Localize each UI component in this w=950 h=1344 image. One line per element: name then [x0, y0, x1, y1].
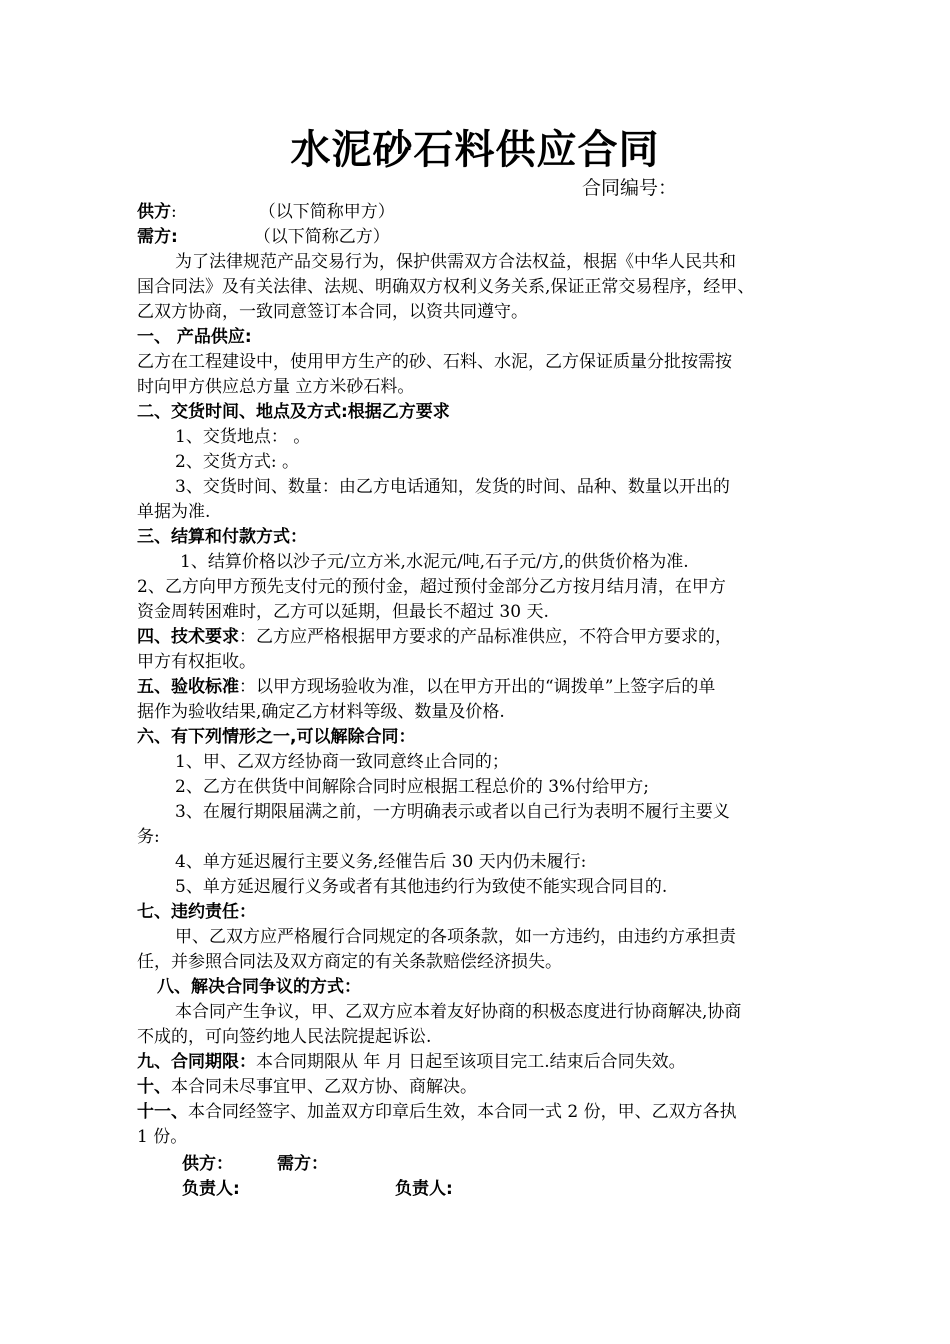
preamble-line: 乙双方协商，一致同意签订本合同，以资共同遵守。	[137, 302, 528, 322]
section-heading: 一、 产品供应:	[137, 327, 252, 347]
supplier-label: 供方	[137, 202, 171, 222]
buyer-line	[137, 225, 827, 249]
section-text: 任，并参照合同法及双方商定的有关条款赔偿经济损失。	[137, 952, 562, 972]
section-heading: 五、验收标准	[137, 677, 239, 697]
section-heading: 四、技术要求	[137, 627, 239, 647]
section-heading: 八、解决合同争议的方式：	[157, 977, 361, 997]
buyer-label: 需方:	[137, 227, 178, 247]
supplier-representative-label: 负责人:	[182, 1179, 240, 1199]
section-text: 时向甲方供应总方量 立方米砂石料。	[137, 377, 415, 397]
section-heading: 十、	[137, 1077, 171, 1097]
section-text: 1 份。	[137, 1127, 188, 1147]
buyer-signature-label: 需方：	[277, 1154, 328, 1174]
clause-item: 务:	[137, 827, 160, 847]
section-text: 本合同期限从 年 月 日起至该项目完工.结束后合同失效。	[256, 1052, 686, 1072]
section-line	[137, 1075, 827, 1099]
supplier-colon: :	[171, 202, 177, 222]
section-text: 乙方在工程建设中，使用甲方生产的砂、石料、水泥，乙方保证质量分批按需按	[137, 352, 732, 372]
supplier-signature-label: 供方：	[182, 1154, 233, 1174]
section-text: ：乙方应严格根据甲方要求的产品标准供应，不符合甲方要求的，	[239, 627, 732, 647]
section-text: 不成的，可向签约地人民法院提起诉讼.	[137, 1027, 432, 1047]
section-text: 甲、乙双方应严格履行合同规定的各项条款，如一方违约，由违约方承担责	[175, 927, 736, 947]
supplier-line	[137, 200, 827, 224]
buyer-note: （以下简称乙方）	[253, 227, 390, 247]
clause-item: 1、甲、乙双方经协商一致同意终止合同的；	[175, 752, 509, 772]
section-text: ：以甲方现场验收为准，以在甲方开出的“调拨单”上签字后的单	[239, 677, 716, 697]
clause-item: 2、乙方向甲方预先支付元的预付金，超过预付金部分乙方按月结月清，在甲方	[137, 577, 726, 597]
section-text: 本合同产生争议，甲、乙双方应本着友好协商的积极态度进行协商解决,协商	[175, 1002, 742, 1022]
clause-item: 3、在履行期限届满之前，一方明确表示或者以自己行为表明不履行主要义	[175, 802, 730, 822]
section-heading: 九、合同期限：	[137, 1052, 256, 1072]
contract-number-label: 合同编号：	[582, 177, 678, 199]
document-title: 水泥砂石料供应合同	[290, 127, 660, 173]
section-line	[137, 675, 827, 699]
section-heading: 七、违约责任：	[137, 902, 256, 922]
section-line	[137, 1050, 827, 1074]
supplier-note: （以下简称甲方）	[258, 202, 395, 222]
clause-item: 5、单方延迟履行义务或者有其他违约行为致使不能实现合同目的.	[175, 877, 668, 897]
clause-item: 1、交货地点： 。	[175, 427, 311, 447]
clause-item: 单据为准.	[137, 502, 211, 522]
preamble-line: 为了法律规范产品交易行为，保护供需双方合法权益，根据《中华人民共和	[175, 252, 736, 272]
section-line	[137, 625, 827, 649]
section-text: 甲方有权拒收。	[137, 652, 256, 672]
section-heading: 二、交货时间、地点及方式:根据乙方要求	[137, 402, 450, 422]
clause-item: 2、乙方在供货中间解除合同时应根据工程总价的 3%付给甲方;	[175, 777, 649, 797]
clause-item: 4、单方延迟履行主要义务,经催告后 30 天内仍未履行:	[175, 852, 587, 872]
section-heading: 三、结算和付款方式：	[137, 527, 307, 547]
section-text: 本合同经签字、加盖双方印章后生效，本合同一式 2 份，甲、乙双方各执	[188, 1102, 737, 1122]
section-heading: 六、有下列情形之一,可以解除合同：	[137, 727, 416, 747]
buyer-representative-label: 负责人:	[395, 1179, 453, 1199]
clause-item: 2、交货方式: 。	[175, 452, 299, 472]
section-text: 据作为验收结果,确定乙方材料等级、数量及价格.	[137, 702, 505, 722]
clause-item: 3、交货时间、数量：由乙方电话通知，发货的时间、品种、数量以开出的	[175, 477, 730, 497]
section-text: 本合同未尽事宜甲、乙双方协、商解决。	[171, 1077, 477, 1097]
clause-item: 1、结算价格以沙子元/立方米,水泥元/吨,石子元/方,的供货价格为准.	[180, 552, 689, 572]
clause-item: 资金周转困难时，乙方可以延期，但最长不超过 30 天.	[137, 602, 549, 622]
preamble-line: 国合同法》及有关法律、法规、明确双方权利义务关系,保证正常交易程序，经甲、	[137, 277, 755, 297]
section-line	[137, 1100, 827, 1124]
section-heading: 十一、	[137, 1102, 188, 1122]
